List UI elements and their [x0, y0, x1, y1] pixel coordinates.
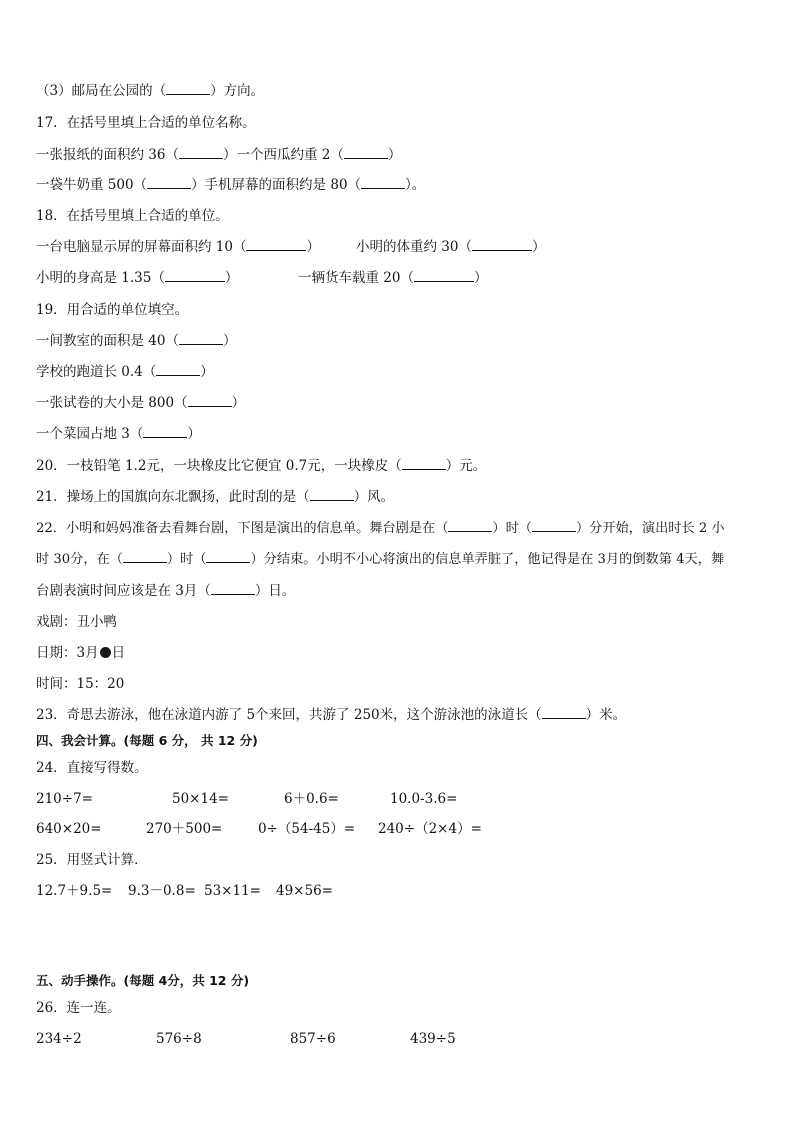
info-time: 时间：15：20: [36, 676, 125, 692]
calc-item: 9.3－0.8=: [128, 883, 196, 899]
calc-item: 49×56=: [276, 883, 333, 899]
calc-item: 210÷7=: [36, 791, 93, 807]
q20-line: 20．一枝铅笔 1.2元，一块橡皮比它便宜 0.7元，一块橡皮（ ）元。: [36, 458, 487, 474]
answer-blank[interactable]: [414, 269, 474, 282]
answer-blank[interactable]: [147, 176, 191, 189]
answer-blank[interactable]: [448, 519, 492, 532]
match-item[interactable]: 576÷8: [156, 1031, 202, 1047]
q22-line3: 台剧表演时间应该是在 3月（ ）日。: [36, 583, 296, 599]
answer-blank[interactable]: [156, 363, 200, 376]
answer-blank[interactable]: [165, 269, 225, 282]
answer-blank[interactable]: [344, 146, 388, 159]
calc-item: 640×20=: [36, 821, 102, 837]
q19-line4: 一个菜园占地 3（ ）: [36, 426, 201, 442]
q19-line2: 学校的跑道长 0.4（ ）: [36, 364, 214, 380]
match-item[interactable]: 857÷6: [290, 1031, 336, 1047]
answer-blank[interactable]: [211, 582, 255, 595]
info-drama: 戏剧：丑小鸭: [36, 614, 117, 630]
answer-blank[interactable]: [206, 550, 250, 563]
calc-item: 53×11=: [204, 883, 261, 899]
answer-blank[interactable]: [542, 706, 586, 719]
q18-line1b: 小明的体重约 30（ ）: [356, 239, 546, 255]
calc-item: 12.7＋9.5=: [36, 883, 113, 899]
answer-blank[interactable]: [179, 332, 223, 345]
q19-line1: 一间教室的面积是 40（ ）: [36, 333, 237, 349]
q22-line1: 22．小明和妈妈准备去看舞台剧，下图是演出的信息单。舞台剧是在（ ）时（ ）分开始，演出时长 2 小: [36, 521, 725, 536]
q18-line1a: 一台电脑显示屏的屏幕面积约 10（ ）: [36, 239, 320, 255]
answer-blank[interactable]: [123, 550, 167, 563]
calc-item: 240÷（2×4）=: [378, 821, 482, 837]
answer-blank[interactable]: [166, 82, 210, 95]
ink-stain-icon: [100, 647, 111, 658]
calc-item: 6＋0.6=: [284, 791, 339, 807]
q17-line2: 一袋牛奶重 500（ ）手机屏幕的面积约是 80（ ）。: [36, 177, 426, 193]
calc-item: 0÷（54-45）=: [258, 821, 356, 837]
answer-blank[interactable]: [188, 394, 232, 407]
answer-blank[interactable]: [472, 238, 532, 251]
info-date: 日期：3月 日: [36, 645, 126, 661]
q18-line2a: 小明的身高是 1.35（ ）: [36, 270, 239, 286]
answer-blank[interactable]: [310, 488, 354, 501]
q16-part3-line: （3）邮局在公园的（ ）方向。: [36, 83, 265, 99]
q17-title: 17．在括号里填上合适的单位名称。: [36, 115, 256, 131]
q24-title: 24．直接写得数。: [36, 760, 148, 776]
q19-title: 19．用合适的单位填空。: [36, 302, 189, 318]
q21-line: 21．操场上的国旗向东北飘扬，此时刮的是（ ）风。: [36, 489, 395, 505]
section-5-heading: 五、动手操作。(每题 4分，共 12 分): [36, 973, 250, 988]
answer-blank[interactable]: [179, 146, 223, 159]
answer-blank[interactable]: [402, 457, 446, 470]
section-4-heading: 四、我会计算。(每题 6 分， 共 12 分): [36, 733, 258, 748]
calc-item: 270＋500=: [146, 821, 223, 837]
match-item[interactable]: 234÷2: [36, 1031, 82, 1047]
q17-line1: 一张报纸的面积约 36（ ）一个西瓜约重 2（ ）: [36, 147, 402, 163]
answer-blank[interactable]: [143, 425, 187, 438]
q22-line2: 时 30分，在（ ）时（ ）分结束。小明不小心将演出的信息单弄脏了，他记得是在 3月的倒数第 4天，舞: [36, 552, 725, 567]
calc-item: 10.0-3.6=: [390, 791, 458, 807]
q19-line3: 一张试卷的大小是 800（ ）: [36, 395, 246, 411]
answer-blank[interactable]: [532, 519, 576, 532]
match-item[interactable]: 439÷5: [410, 1031, 456, 1047]
answer-blank[interactable]: [361, 176, 405, 189]
q26-title: 26．连一连。: [36, 1000, 121, 1016]
q18-title: 18．在括号里填上合适的单位。: [36, 208, 229, 224]
q25-title: 25．用竖式计算．: [36, 852, 148, 868]
q18-line2b: 一辆货车载重 20（ ）: [298, 270, 488, 286]
q23-line: 23．奇思去游泳，他在泳道内游了 5个来回，共游了 250米，这个游泳池的泳道长（ ）米。: [36, 707, 627, 723]
answer-blank[interactable]: [246, 238, 306, 251]
calc-item: 50×14=: [172, 791, 229, 807]
